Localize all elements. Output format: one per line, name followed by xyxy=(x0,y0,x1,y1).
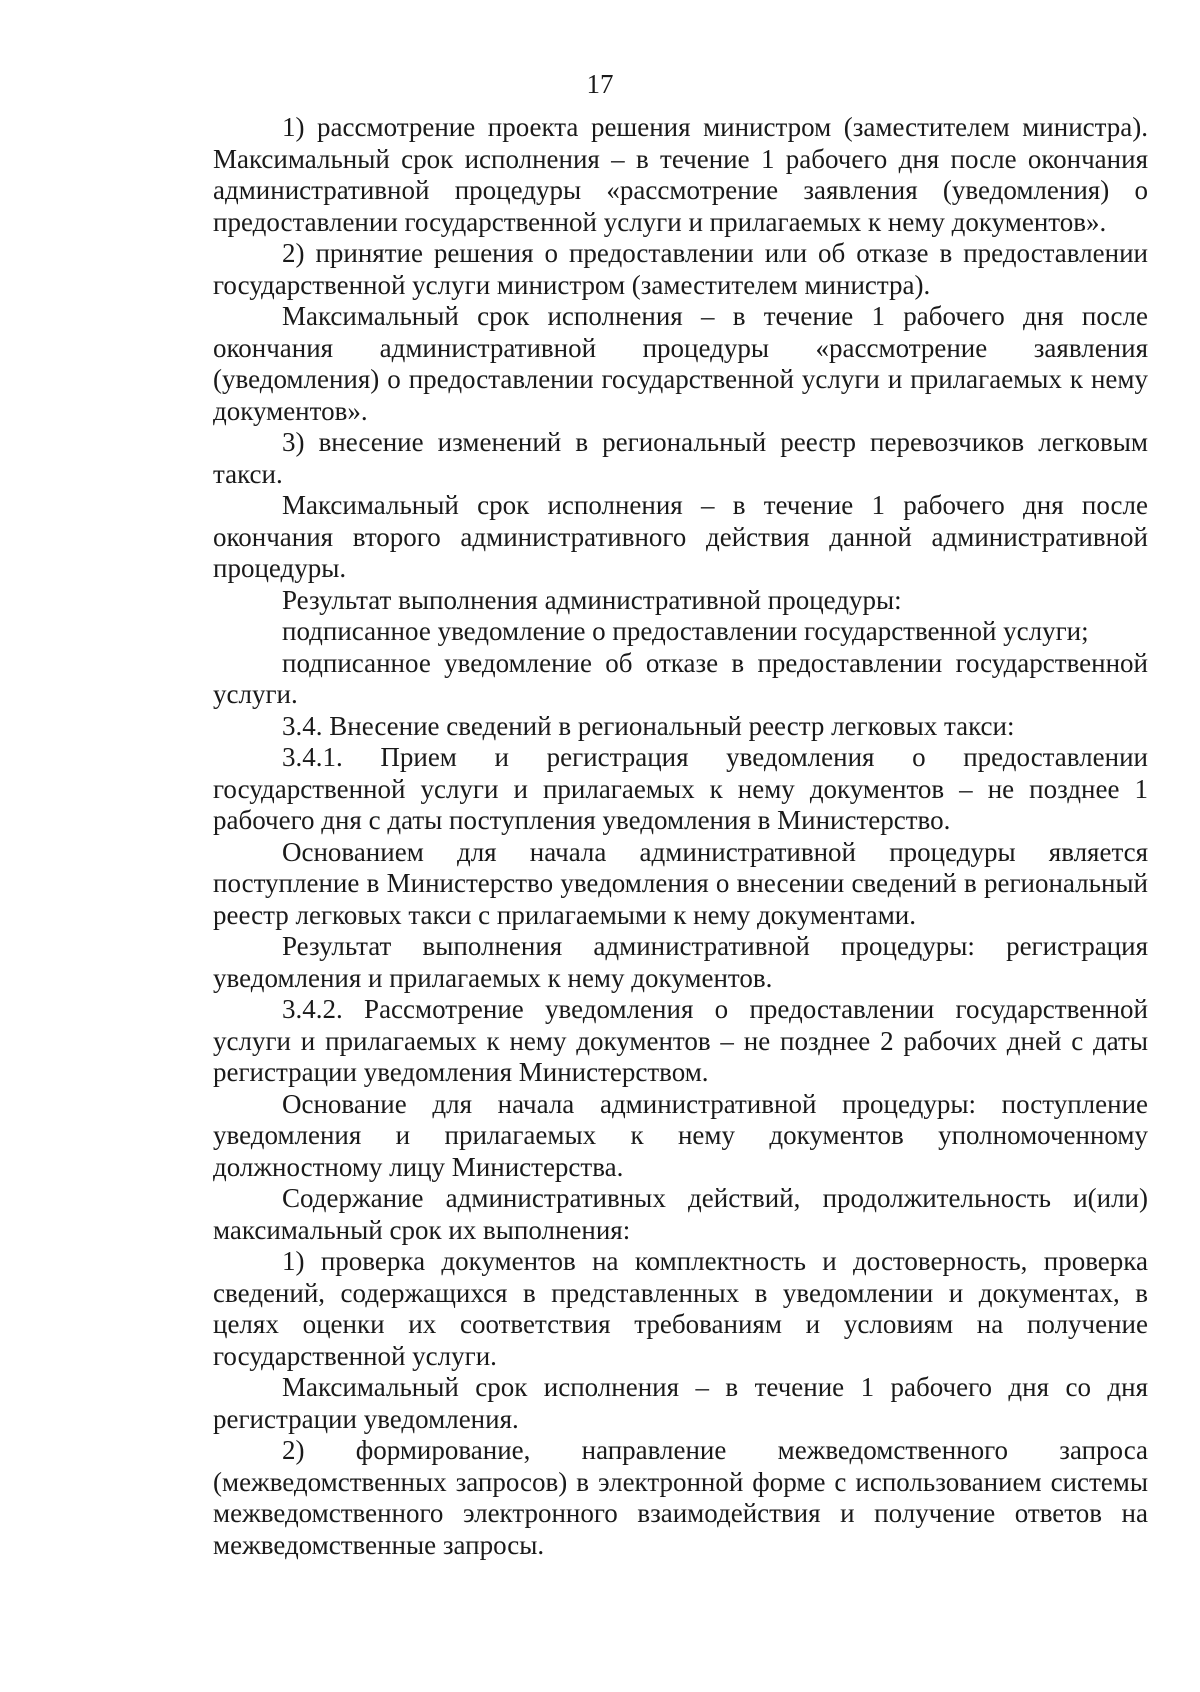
document-body xyxy=(213,112,1148,1561)
paragraph: подписанное уведомление о предоставлении государственной услуги; xyxy=(282,616,1089,646)
paragraph: 1) рассмотрение проекта решения министром (заместителем министра). Максимальный срок исполнения – в течение 1 рабочего дня после окончания административной процедуры «рассмотрение заявления (уведомления) о предоставлении государственной услуги и прилагаемых к нему документов». xyxy=(213,112,1148,237)
paragraph: 2) формирование, направление межведомственного запроса (межведомственных запросов) в электронной форме с использованием системы межведомственного электронного взаимодействия и получение ответов на межведомственные запросы. xyxy=(213,1435,1148,1560)
paragraph: 3.4.1. Прием и регистрация уведомления о предоставлении государственной услуги и прилагаемых к нему документов – не позднее 1 рабочего дня с даты поступления уведомления в Министерство. xyxy=(213,742,1148,835)
paragraph: Основание для начала административной процедуры: поступление уведомления и прилагаемых к нему документов уполномоченному должностному лицу Министерства. xyxy=(213,1088,1148,1182)
paragraph: 3) внесение изменений в региональный реестр перевозчиков легковым такси. xyxy=(213,427,1148,489)
paragraph: Результат выполнения административной процедуры: регистрация уведомления и прилагаемых к нему документов. xyxy=(213,931,1148,993)
paragraph: подписанное уведомление об отказе в предоставлении государственной услуги. xyxy=(213,647,1148,709)
paragraph: Максимальный срок исполнения – в течение 1 рабочего дня после окончания административной процедуры «рассмотрение заявления (уведомления) о предоставлении государственной услуги и прилагаемых к нему документов». xyxy=(213,301,1148,426)
section-heading: 3.4. Внесение сведений в региональный реестр легковых такси: xyxy=(282,710,1015,741)
paragraph: Содержание административных действий, продолжительность и(или) максимальный срок их выполнения: xyxy=(213,1183,1148,1245)
paragraph: Максимальный срок исполнения – в течение 1 рабочего дня после окончания второго административного действия данной административной процедуры. xyxy=(213,490,1148,583)
page-number: 17 xyxy=(586,69,614,99)
paragraph: 1) проверка документов на комплектность и достоверность, проверка сведений, содержащихся в представленных в уведомлении и документах, в целях оценки их соответствия требованиям и условиям на получение государственной услуги. xyxy=(213,1246,1148,1371)
paragraph: Основанием для начала административной процедуры является поступление в Министерство уведомления о внесении сведений в региональный реестр легковых такси с прилагаемыми к нему документами. xyxy=(213,836,1148,930)
paragraph: 3.4.2. Рассмотрение уведомления о предоставлении государственной услуги и прилагаемых к нему документов – не позднее 2 рабочих дней с даты регистрации уведомления Министерством. xyxy=(213,994,1148,1087)
paragraph: Результат выполнения административной процедуры: xyxy=(282,584,902,615)
paragraph: 2) принятие решения о предоставлении или об отказе в предоставлении государственной услуги министром (заместителем министра). xyxy=(213,238,1148,300)
paragraph: Максимальный срок исполнения – в течение 1 рабочего дня со дня регистрации уведомления. xyxy=(213,1372,1148,1434)
